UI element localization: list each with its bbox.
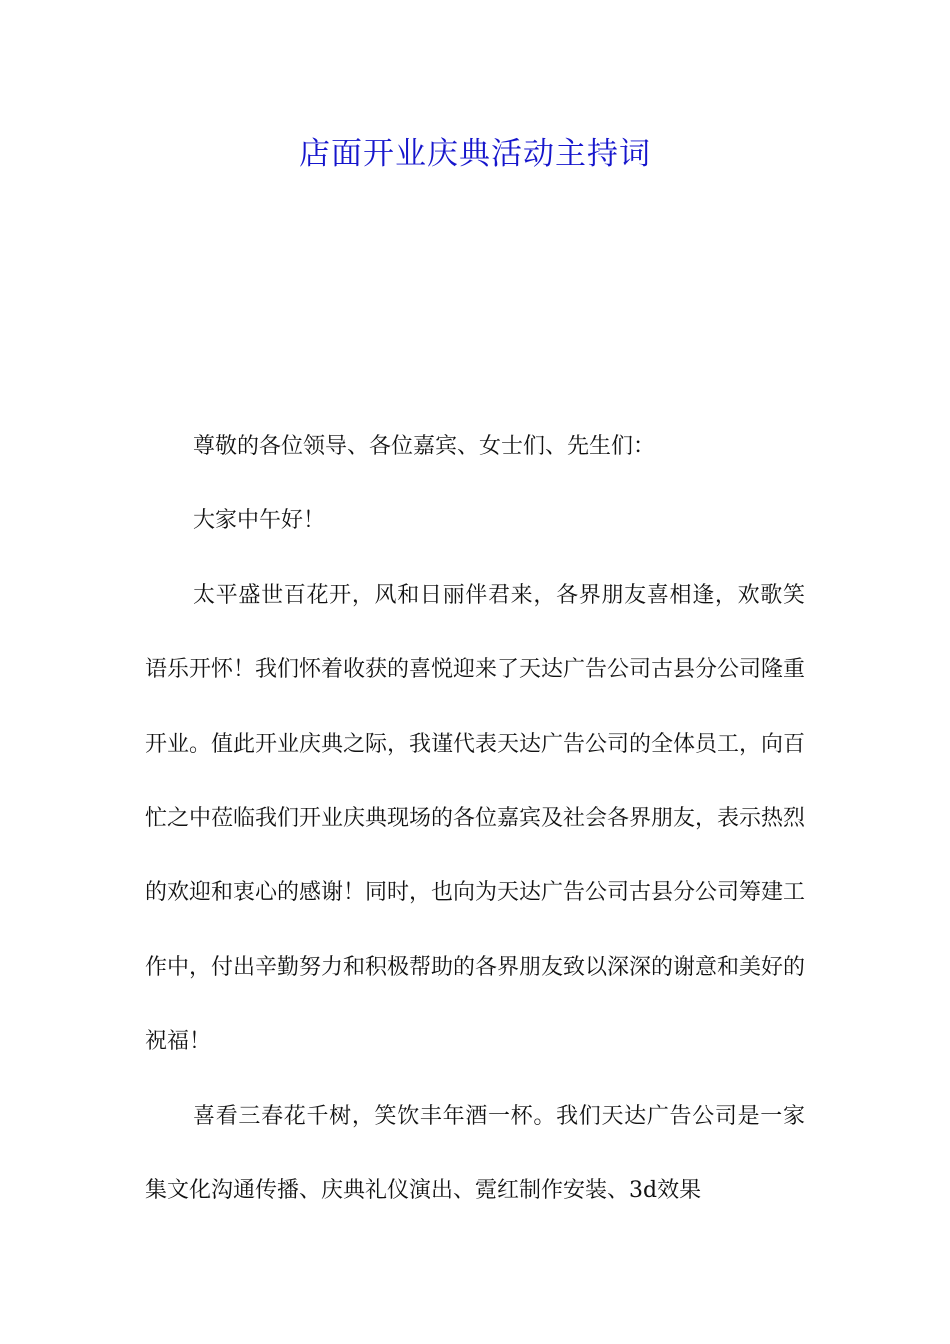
document-body <box>145 410 805 1228</box>
paragraph-good-afternoon: 大家中午好！ <box>193 508 326 534</box>
document-title: 店面开业庆典活动主持词 <box>299 136 651 172</box>
paragraph-greeting: 尊敬的各位领导、各位嘉宾、女士们、先生们： <box>193 434 656 459</box>
paragraph-opening: 太平盛世百花开，风和日丽伴君来，各界朋友喜相逢，欢歌笑语乐开怀！我们怀着收获的喜悦迎来了天达广告公司古县分公司隆重开业。值此开业庆典之际，我谨代表天达广告公司的全体员工，向百忙之中莅临我们开业庆典现场的各位嘉宾及社会各界朋友，表示热烈的欢迎和衷心的感谢！同时，也向为天达广告公司古县分公司筹建工作中，付出辛勤努力和积极帮助的各界朋友致以深深的谢意和美好的祝福！ <box>145 582 806 1055</box>
paragraph-company-intro: 喜看三春花千树，笑饮丰年酒一杯。我们天达广告公司是一家集文化沟通传播、庆典礼仪演出、霓红制作安装、3d效果 <box>145 1103 805 1204</box>
